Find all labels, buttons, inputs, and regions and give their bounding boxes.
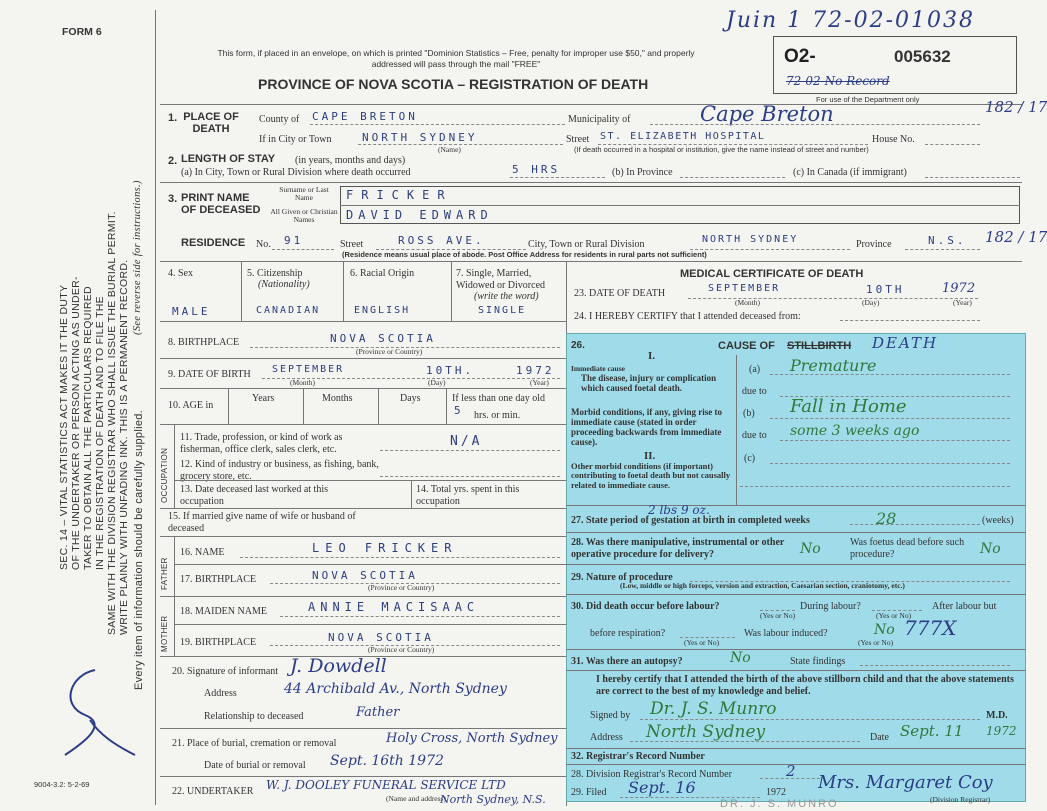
residence-label: RESIDENCE xyxy=(181,237,246,249)
q15-label: 15. If married give name of wife or husband of deceased xyxy=(168,511,356,534)
side-supplied-note: Every item of information should be carefully supplied. xyxy=(133,409,145,690)
burial-place: Holy Cross, North Sydney xyxy=(386,731,558,746)
hrs-min-label: hrs. or min. xyxy=(474,410,521,421)
date-value: Sept. 11 xyxy=(900,722,964,740)
footer-code: 9004-3.2: 5-2-69 xyxy=(34,780,90,789)
q31-value: No xyxy=(730,650,751,666)
cause-c-label: (c) xyxy=(744,453,756,464)
q12-label: 12. Kind of industry or business, as fishing, bank, grocery store, etc. xyxy=(180,459,379,482)
address-value: North Sydney xyxy=(646,722,766,742)
stay-a-value: 5 HRS xyxy=(512,163,561,176)
age-days-label: Days xyxy=(400,393,421,404)
induced-value: No xyxy=(874,622,895,638)
death-year-caption: (Year) xyxy=(953,298,972,307)
street-value: ST. ELIZABETH HOSPITAL xyxy=(600,131,766,142)
residence-street-value: ROSS AVE. xyxy=(398,234,485,247)
induced-label: Was labour induced? xyxy=(744,628,828,639)
informant-address: 44 Archibald Av., North Sydney xyxy=(284,681,507,697)
age-years-label: Years xyxy=(252,393,275,404)
place-of-death-num: 1. xyxy=(168,112,178,124)
stamp-text: DR. J. S. MUNRO xyxy=(720,798,839,810)
foetus-dead-value: No xyxy=(980,541,1001,557)
dob-day-caption: (Day) xyxy=(428,378,446,387)
q11-label: 11. Trade, profession, or kind of work as fisherman, office clerk, sales clerk, etc. xyxy=(180,432,343,455)
due-to-2: due to xyxy=(742,430,767,441)
q28-value: No xyxy=(800,541,821,557)
mother-side-label: MOTHER xyxy=(160,615,169,652)
death-month-caption: (Month) xyxy=(735,298,760,307)
side-text-line-6: WRITE PLAINLY WITH UNFADING INK. THIS IS A PERMANENT RECORD. xyxy=(118,259,130,635)
scribble-mark xyxy=(40,660,150,770)
date-of-death-label: 23. DATE OF DEATH xyxy=(574,288,666,299)
burial-date-label: Date of burial or removal xyxy=(204,760,306,771)
father-name-value: LEO FRICKER xyxy=(312,541,458,555)
dob-year-caption: (Year) xyxy=(530,378,549,387)
father-birthplace-value: NOVA SCOTIA xyxy=(312,569,418,582)
county-label: County of xyxy=(259,114,300,125)
q11-value: N/A xyxy=(450,434,483,449)
reg-prefix: O2- xyxy=(784,46,816,67)
residence-no-value: 91 xyxy=(284,234,304,247)
given-value: DAVID EDWARD xyxy=(346,208,493,222)
age-hrs-value: 5 xyxy=(454,404,464,417)
cause-written: DEATH xyxy=(872,334,939,352)
date-label: Date xyxy=(870,732,889,743)
father-birthplace-label: 17. BIRTHPLACE xyxy=(180,574,257,585)
hospital-note: (If death occurred in a hospital or institution, give the name instead of street and number) xyxy=(574,145,869,154)
q28-label: 28. Was there manipulative, instrumental or other operative procedure for delivery? xyxy=(571,537,785,560)
address-label: Address xyxy=(590,732,623,743)
municipality-value: Cape Breton xyxy=(700,102,834,126)
mother-birthplace-caption: (Province or Country) xyxy=(368,645,435,654)
signed-by-value: Dr. J. S. Munro xyxy=(650,699,777,719)
gestation-note: 2 lbs 9 oz. xyxy=(648,503,710,517)
medical-header: MEDICAL CERTIFICATE OF DEATH xyxy=(680,268,864,280)
birthplace-caption: (Province or Country) xyxy=(356,347,423,356)
burial-place-label: 21. Place of burial, cremation or removal xyxy=(172,738,337,749)
handwritten-file-number: Juin 1 72-02-01038 xyxy=(726,8,976,33)
side-reverse-note: (See reverse side for instructions.) xyxy=(132,180,143,335)
reg-note: 72-02-No Record xyxy=(786,74,890,88)
certify-attended: 24. I HEREBY CERTIFY that I attended deceased from: xyxy=(574,311,801,322)
informant-sig-label: 20. Signature of informant xyxy=(172,666,279,677)
dob-month-caption: (Month) xyxy=(290,378,315,387)
father-birthplace-caption: (Province or Country) xyxy=(368,583,435,592)
during-label: During labour? xyxy=(800,601,861,612)
surname-value: FRICKER xyxy=(346,188,453,202)
cause-a-label: (a) xyxy=(749,364,761,375)
stay-b-label: (b) In Province xyxy=(612,167,673,178)
death-day: 10TH xyxy=(866,283,905,296)
roman-two: II. xyxy=(644,450,656,462)
county-value: CAPE BRETON xyxy=(312,110,418,123)
side-text-line-1: SEC. 14 – VITAL STATISTICS ACT MAKES IT THE DUTY xyxy=(58,284,70,570)
side-text-line-3: TAKER TO OBTAIN ALL THE PARTICULARS REQUIRED xyxy=(82,286,94,570)
weeks-label: (weeks) xyxy=(982,515,1014,526)
death-month: SEPTEMBER xyxy=(708,283,781,294)
stay-label: LENGTH OF STAY xyxy=(181,153,276,165)
relationship-value: Father xyxy=(356,705,400,720)
q13-label: 13. Date deceased last worked at this occupation xyxy=(180,484,329,507)
q14-label: 14. Total yrs. spent in this occupation xyxy=(416,484,520,507)
immediate-cause-label: Immediate cause xyxy=(571,364,625,373)
yes-no-3: (Yes or No) xyxy=(684,638,720,647)
surname-label: Surname or Last Name xyxy=(279,185,329,203)
q27-label: 27. State period of gestation at birth in completed weeks xyxy=(571,515,810,526)
birthplace-label: 8. BIRTHPLACE xyxy=(168,337,240,348)
certify-statement: I hereby certify that I attended the birth of the above stillborn child and that the above statements are correct to the best of my knowledge and belief. xyxy=(596,674,1014,697)
racial-value: ENGLISH xyxy=(354,305,411,316)
name-num: 3. xyxy=(168,193,178,205)
relationship-label: Relationship to deceased xyxy=(204,711,304,722)
mother-birthplace-value: NOVA SCOTIA xyxy=(328,631,434,644)
residence-note: (Residence means usual place of abode. Post Office Address for residents in rural parts not sufficient) xyxy=(342,250,707,259)
form-title: PROVINCE OF NOVA SCOTIA – REGISTRATION OF DEATH xyxy=(258,76,649,92)
margin-code-1: 182 / 17 xyxy=(985,98,1047,116)
citizenship-label: 5. Citizenship xyxy=(247,268,303,279)
marital-sub: (write the word) xyxy=(474,291,539,302)
div-registrar-number-label: 28. Division Registrar's Record Number xyxy=(571,769,732,780)
undertaker-caption: (Name and address) xyxy=(386,794,446,803)
age-label: 10. AGE in xyxy=(168,400,214,411)
undertaker-value: W. J. DOOLEY FUNERAL SERVICE LTD xyxy=(266,778,506,792)
before-resp-label: before respiration? xyxy=(590,628,666,639)
q29-sub: (Low, middle or high forceps, version and extraction, Caesarian section, craniotomy, etc.) xyxy=(620,581,905,590)
city-value: NORTH SYDNEY xyxy=(362,131,478,144)
mother-maiden-value: ANNIE MACISAAC xyxy=(308,600,480,614)
marital-label: 7. Single, Married, Widowed or Divorced xyxy=(456,268,546,291)
occupation-side-label: OCCUPATION xyxy=(160,447,169,503)
dob-year: 1972 xyxy=(516,364,555,377)
cause-title: CAUSE OF xyxy=(718,340,775,352)
father-name-label: 16. NAME xyxy=(180,547,225,558)
dept-use-note: For use of the Department only xyxy=(816,95,920,104)
q29-label: 29. Nature of procedure xyxy=(571,572,673,583)
q31-label: 31. Was there an autopsy? xyxy=(571,656,683,667)
mother-birthplace-label: 19. BIRTHPLACE xyxy=(180,637,257,648)
stay-num: 2. xyxy=(168,155,178,167)
city-label: If in City or Town xyxy=(259,134,332,145)
q27-value: 28 xyxy=(876,509,897,528)
birthplace-value: NOVA SCOTIA xyxy=(330,332,436,345)
other-morbid: Other morbid conditions (if important) contributing to foetal death but not causally related to immediate cause. xyxy=(571,461,731,490)
yes-no-2: (Yes or No) xyxy=(876,611,912,620)
registrar-signature: Mrs. Margaret Coy xyxy=(818,772,993,793)
informant-signature: J. Dowdell xyxy=(290,655,387,677)
residence-province-value: N.S. xyxy=(928,234,967,247)
dob-month: SEPTEMBER xyxy=(272,364,345,375)
dob-day: 10TH. xyxy=(426,364,475,377)
citizenship-sub: (Nationality) xyxy=(258,279,310,290)
foetus-dead-label: Was foetus dead before such procedure? xyxy=(850,537,965,560)
reg-number: 005632 xyxy=(894,47,951,66)
cause-b-due-value: some 3 weeks ago xyxy=(790,423,920,439)
father-side-label: FATHER xyxy=(160,557,169,590)
informant-address-label: Address xyxy=(204,688,237,699)
dob-label: 9. DATE OF BIRTH xyxy=(168,369,251,380)
death-year: 1972 xyxy=(942,281,976,296)
undertaker-label: 22. UNDERTAKER xyxy=(172,786,254,797)
residence-province-label: Province xyxy=(856,239,892,250)
house-label: House No. xyxy=(872,134,915,145)
state-findings-label: State findings xyxy=(790,656,846,667)
street-label: Street xyxy=(566,134,590,145)
stay-a-label: (a) In City, Town or Rural Division where death occurred xyxy=(181,167,411,178)
form-id: FORM 6 xyxy=(62,26,102,38)
side-text-line-5: SAME WITH THE DIVISION REGISTRAR WHO SHALL ISSUE THE BURIAL PERMIT. xyxy=(106,211,118,635)
header-notice: This form, if placed in an envelope, on which is printed "Dominion Statistics – Free, penalty for improper use $50," and properly addressed will pass through the mail "FREE" xyxy=(217,48,695,69)
morbid-conditions: Morbid conditions, if any, giving rise to immediate cause (stated in order proceeding backwards from immediate cause). xyxy=(571,407,723,447)
citizenship-value: CANADIAN xyxy=(256,305,321,316)
cause-a-value: Premature xyxy=(790,356,877,375)
age-months-label: Months xyxy=(322,393,353,404)
racial-label: 6. Racial Origin xyxy=(350,268,415,279)
cause-b-value: Fall in Home xyxy=(790,396,907,417)
residence-no-label: No. xyxy=(256,239,271,250)
md-label: M.D. xyxy=(986,710,1008,721)
side-text-line-4: IN THE REGISTRATION OF DEATH AND TO FILE THE xyxy=(94,296,106,570)
yes-no-4: (Yes or No) xyxy=(858,638,894,647)
place-of-death-label: PLACE OF DEATH xyxy=(183,111,239,136)
residence-city-label: City, Town or Rural Division xyxy=(528,239,645,250)
name-label: PRINT NAME OF DECEASED xyxy=(181,192,261,217)
date-year: 1972 xyxy=(986,724,1017,738)
xxx-mark: 777X xyxy=(904,616,957,640)
sex-label: 4. Sex xyxy=(168,268,193,279)
stay-c-label: (c) In Canada (if immigrant) xyxy=(793,167,907,178)
registration-number-box xyxy=(773,36,1017,94)
signed-by-label: Signed by xyxy=(590,710,631,721)
after-label: After labour but xyxy=(932,601,997,612)
immediate-cause-desc: The disease, injury or complication which caused foetal death. xyxy=(581,373,717,393)
div-registrar-number: 2 xyxy=(786,762,796,780)
given-label: All Given or Christian Names xyxy=(270,207,338,225)
filed-value: Sept. 16 xyxy=(628,778,696,797)
name-caption: (Name) xyxy=(438,145,461,154)
cause-b-label: (b) xyxy=(743,408,755,419)
registrar-caption: (Division Registrar) xyxy=(930,795,991,804)
residence-city-value: NORTH SYDNEY xyxy=(702,234,799,245)
sex-value: MALE xyxy=(172,305,211,318)
filed-year: 1972 xyxy=(766,787,786,798)
q26-num: 26. xyxy=(571,340,585,351)
q30-label: 30. Did death occur before labour? xyxy=(571,601,720,612)
due-to-1: due to xyxy=(742,386,767,397)
cause-struck: STILLBIRTH xyxy=(787,340,852,352)
q32-label: 32. Registrar's Record Number xyxy=(571,751,705,762)
burial-date: Sept. 16th 1972 xyxy=(330,753,444,769)
death-day-caption: (Day) xyxy=(862,298,880,307)
mother-maiden-label: 18. MAIDEN NAME xyxy=(180,606,267,617)
roman-one: I. xyxy=(648,350,656,362)
side-text-line-2: OF THE UNDERTAKER OR PERSON ACTING AS UNDER- xyxy=(70,276,82,570)
less-than-day-label: If less than one day old xyxy=(452,393,546,404)
marital-value: SINGLE xyxy=(478,305,527,316)
filed-label: 29. Filed xyxy=(571,787,607,798)
municipality-label: Municipality of xyxy=(568,114,631,125)
undertaker-address: North Sydney, N.S. xyxy=(440,793,546,806)
stay-sub: (in years, months and days) xyxy=(295,155,406,166)
yes-no-1: (Yes or No) xyxy=(760,611,796,620)
margin-code-2: 182 / 17 xyxy=(985,228,1047,246)
residence-street-label: Street xyxy=(340,239,364,250)
